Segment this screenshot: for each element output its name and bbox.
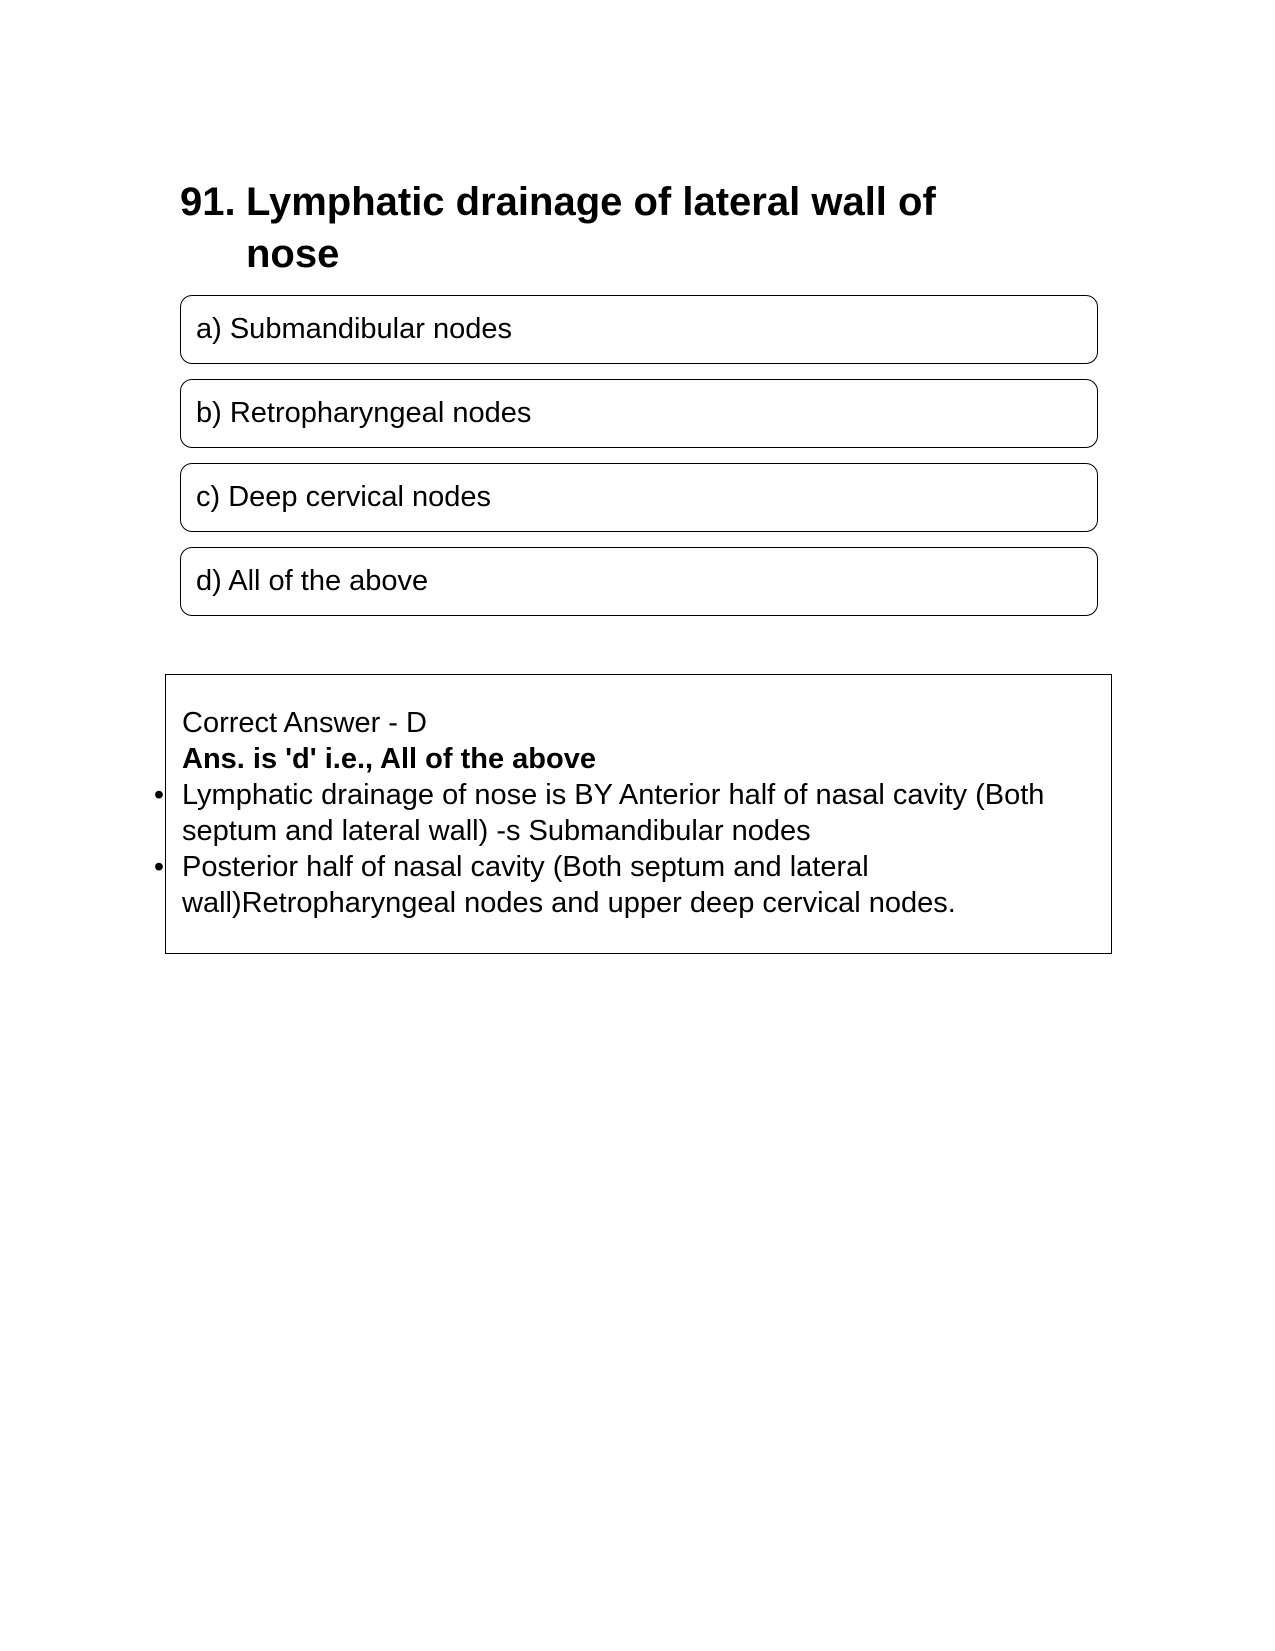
bullet-text: Lymphatic drainage of nose is BY Anterior half of nasal cavity (Both septum and lateral wall) -s Submandibular nodes <box>182 779 1045 847</box>
question-heading <box>180 176 1020 280</box>
option-c[interactable] <box>180 463 1098 532</box>
correct-answer: Correct Answer - D <box>182 707 427 739</box>
option-c-label: c) Deep cervical nodes <box>196 481 491 513</box>
explanation-bullet <box>153 777 1097 849</box>
explanation-bullet <box>153 849 1097 921</box>
bullet-icon: • <box>153 779 165 811</box>
bullet-text: Posterior half of nasal cavity (Both septum and lateral wall)Retropharyngeal nodes and upper deep cervical nodes. <box>182 851 956 919</box>
option-b[interactable] <box>180 379 1098 448</box>
question-number: 91. <box>180 180 236 224</box>
question-text: Lymphatic drainage of lateral wall of nose <box>246 180 936 276</box>
option-d-label: d) All of the above <box>196 565 429 597</box>
answer-box <box>153 674 1112 954</box>
explanation-bullets <box>153 777 1097 921</box>
options-list <box>180 295 1098 631</box>
option-a[interactable] <box>180 295 1098 364</box>
option-d[interactable] <box>180 547 1098 616</box>
explanation-title: Ans. is 'd' i.e., All of the above <box>182 743 596 775</box>
bullet-icon: • <box>153 851 165 883</box>
option-b-label: b) Retropharyngeal nodes <box>196 397 532 429</box>
option-a-label: a) Submandibular nodes <box>196 313 512 345</box>
